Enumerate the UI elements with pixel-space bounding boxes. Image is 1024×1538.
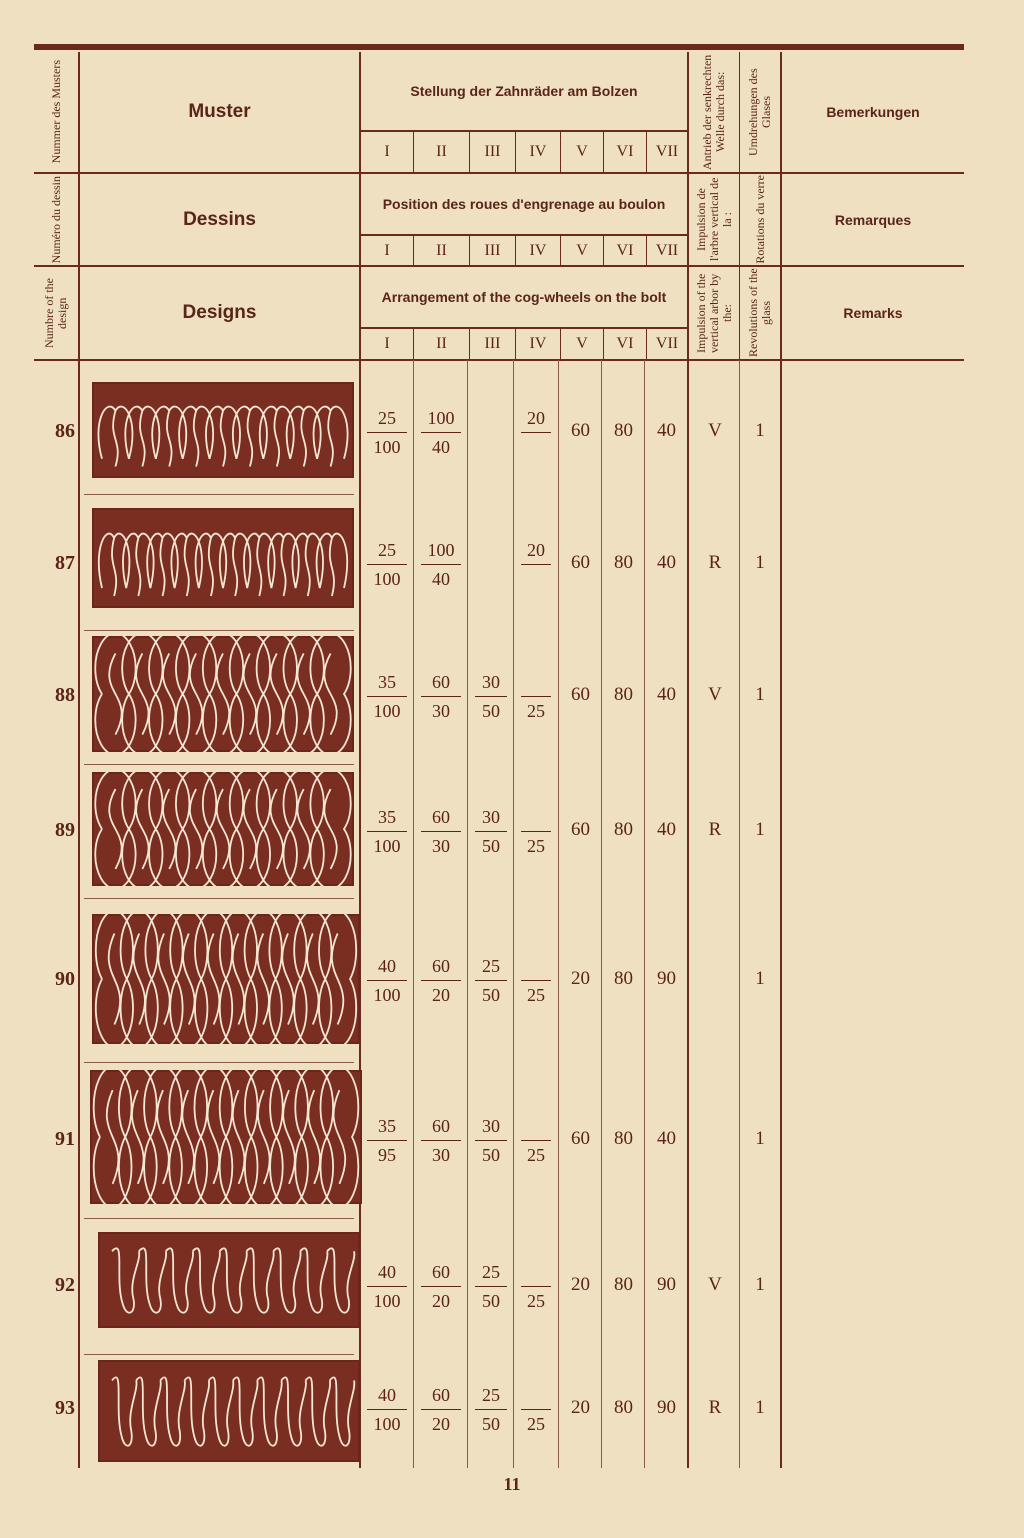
fraction-numerator: 60 [421,1258,461,1287]
header-french [34,174,964,267]
wheel-value-vi: 80 [614,1128,633,1149]
rotation-label-fr: Rotations du verre [752,175,767,264]
fraction-denominator: 50 [482,836,500,856]
impulse-label-fr: Impulsion de l'arbre vertical de la : [693,177,734,262]
wheel-value-v: 60 [571,552,590,573]
guilloche-pattern [92,508,354,608]
rotation-value: 1 [755,1274,765,1295]
wheel-fraction-iv [514,1112,558,1169]
wheel-value-v: 60 [571,684,590,705]
rotation-value: 1 [755,684,765,705]
roman-header-vi: VI [603,236,646,265]
design-swatch [92,382,354,478]
impulse-value: V [708,1274,722,1295]
wheel-value-vi: 80 [614,552,633,573]
fraction-numerator: 60 [421,1112,461,1141]
fraction-denominator: 25 [527,1414,545,1434]
design-number: 91 [55,1128,75,1150]
roman-header-iii: III [469,132,515,172]
wheel-value-vii: 40 [657,420,676,441]
guilloche-pattern [92,772,354,886]
wheel-value-vi: 80 [614,1274,633,1295]
design-swatch [92,772,354,886]
wheel-fraction-ii [414,1258,468,1315]
fraction-numerator: 40 [367,952,407,981]
fraction-numerator: 25 [475,952,507,981]
roman-row-de [361,130,687,172]
wheel-value-vii: 90 [657,1397,676,1418]
fraction-numerator [521,803,551,832]
wheel-value-vi: 80 [614,684,633,705]
fraction-numerator: 25 [475,1258,507,1287]
rotation-label-de: Umdrehungen des Glases [746,68,773,156]
wheel-fraction-i [360,536,414,593]
design-number: 92 [55,1274,75,1296]
wheel-value-vii: 90 [657,1274,676,1295]
fraction-numerator: 30 [475,668,507,697]
impulse-value: R [708,552,722,573]
fraction-denominator: 50 [482,1414,500,1434]
wheel-fraction-iii [468,1112,514,1169]
wheel-fraction-iv [514,668,558,725]
rotation-value: 1 [755,968,765,989]
roman-header-ii: II [413,236,469,265]
wheel-fraction-iii [468,803,514,860]
designs-label-fr: Dessins [183,208,256,230]
rotation-value: 1 [755,1128,765,1149]
roman-header-vii: VII [646,329,687,359]
wheel-value-v: 20 [571,1274,590,1295]
wheel-value-vii: 90 [657,968,676,989]
remarks-label-en: Remarks [843,305,903,321]
wheel-fraction-ii [414,1112,468,1169]
wheel-fraction-ii [414,668,468,725]
fraction-denominator: 50 [482,701,500,721]
design-number: 90 [55,968,75,990]
roman-header-iv: IV [515,132,560,172]
guilloche-pattern [98,1232,360,1328]
row-divider [84,898,354,899]
fraction-denominator: 40 [432,437,450,457]
fraction-denominator: 100 [373,701,401,721]
fraction-numerator: 25 [367,536,407,565]
wheel-value-v: 60 [571,819,590,840]
row-divider [84,1354,354,1355]
fraction-numerator: 60 [421,952,461,981]
design-swatch [92,636,354,752]
fraction-denominator: 50 [482,985,500,1005]
wheel-fraction-iii [468,668,514,725]
fraction-numerator: 35 [367,668,407,697]
fraction-denominator: 100 [373,1414,401,1434]
wheel-fraction-iv [514,404,558,461]
guilloche-pattern [90,1070,362,1204]
wheel-fraction-i [360,1381,414,1438]
fraction-numerator: 30 [475,803,507,832]
roman-row-fr [361,234,687,265]
fraction-denominator [514,565,558,593]
wheel-value-v: 20 [571,968,590,989]
design-swatch [98,1360,360,1462]
fraction-numerator: 60 [421,668,461,697]
fraction-numerator: 35 [367,803,407,832]
fraction-denominator: 25 [527,985,545,1005]
fraction-denominator: 30 [432,701,450,721]
wheel-fraction-ii [414,1381,468,1438]
wheel-value-vii: 40 [657,819,676,840]
fraction-numerator: 25 [475,1381,507,1410]
wheel-fraction-i [360,404,414,461]
roman-header-iv: IV [515,329,560,359]
fraction-numerator [521,952,551,981]
roman-header-ii: II [413,329,469,359]
designs-label-de: Muster [188,101,251,122]
design-number: 89 [55,819,75,841]
fraction-numerator: 40 [367,1258,407,1287]
wheel-value-vi: 80 [614,968,633,989]
rotation-value: 1 [755,1397,765,1418]
roman-header-v: V [560,329,603,359]
wheel-value-v: 60 [571,420,590,441]
roman-header-iii: III [469,329,515,359]
fraction-denominator: 25 [527,701,545,721]
fraction-denominator: 25 [527,836,545,856]
roman-row-en [361,327,687,359]
remarks-label-de: Bemerkungen [826,104,920,120]
impulse-value: V [708,420,722,441]
wheel-value-v: 20 [571,1397,590,1418]
impulse-value: R [708,1397,722,1418]
wheels-title-fr: Position des roues d'engrenage au boulon [382,196,666,212]
design-swatch [92,508,354,608]
fraction-denominator: 95 [378,1145,396,1165]
top-rule [34,44,964,50]
fraction-numerator: 100 [421,536,461,565]
fraction-denominator: 20 [432,1291,450,1311]
fraction-denominator: 50 [482,1145,500,1165]
wheel-fraction-iv [514,803,558,860]
wheels-title-en: Arrangement of the cog-wheels on the bolt [381,289,667,305]
wheel-fraction-iv [514,952,558,1009]
fraction-numerator [521,1381,551,1410]
roman-header-v: V [560,132,603,172]
roman-header-i: I [384,241,390,259]
impulse-value: V [708,684,722,705]
design-swatch [98,1232,360,1328]
wheel-fraction-i [360,1258,414,1315]
roman-header-i: I [384,335,390,352]
roman-header-iii: III [469,236,515,265]
wheel-fraction-iv [514,1381,558,1438]
fraction-numerator: 35 [367,1112,407,1141]
fraction-denominator: 40 [432,569,450,589]
wheel-fraction-ii [414,536,468,593]
fraction-numerator: 25 [367,404,407,433]
roman-header-vii: VII [646,236,687,265]
fraction-numerator: 20 [521,536,551,565]
fraction-denominator: 25 [527,1291,545,1311]
fraction-numerator: 100 [421,404,461,433]
fraction-denominator: 20 [432,985,450,1005]
number-label-fr: Numéro du dessin [48,175,63,264]
wheel-value-vi: 80 [614,420,633,441]
roman-header-ii: II [413,132,469,172]
fraction-numerator [521,668,551,697]
wheel-fraction-i [360,668,414,725]
design-number: 88 [55,684,75,706]
number-label-de: Nummer des Musters [48,60,63,164]
fraction-numerator: 30 [475,1112,507,1141]
guilloche-pattern [92,636,354,752]
header-german [34,52,964,174]
guilloche-pattern [92,382,354,478]
fraction-numerator: 60 [421,803,461,832]
roman-header-vi: VI [603,132,646,172]
fraction-numerator: 40 [367,1381,407,1410]
wheel-fraction-i [360,952,414,1009]
row-divider [84,494,354,495]
remarks-label-fr: Remarques [834,211,912,228]
wheel-fraction-iii [468,1258,514,1315]
impulse-value: R [708,819,722,840]
wheel-fraction-ii [414,803,468,860]
wheel-fraction-iii [468,1381,514,1438]
design-number: 87 [55,552,75,574]
rotation-value: 1 [755,552,765,573]
wheel-value-vii: 40 [657,552,676,573]
page-number: 11 [503,1474,521,1494]
wheel-fraction-iii [468,952,514,1009]
wheels-title-de: Stellung der Zahnräder am Bolzen [410,83,638,99]
fraction-numerator [521,1258,551,1287]
fraction-denominator: 20 [432,1414,450,1434]
fraction-numerator: 20 [521,404,551,433]
fraction-denominator: 25 [527,1145,545,1165]
wheel-value-v: 60 [571,1128,590,1149]
fraction-denominator: 50 [482,1291,500,1311]
fraction-denominator: 100 [373,836,401,856]
wheel-fraction-i [360,803,414,860]
wheel-fraction-iv [514,1258,558,1315]
fraction-denominator: 30 [432,1145,450,1165]
fraction-denominator: 100 [373,569,401,589]
rotation-value: 1 [755,819,765,840]
wheel-fraction-ii [414,404,468,461]
roman-header-v: V [560,236,603,265]
header-english [34,267,964,361]
roman-header-vi: VI [603,329,646,359]
row-divider [84,630,354,631]
wheel-value-vi: 80 [614,1397,633,1418]
roman-header-vii: VII [646,132,687,172]
wheel-value-vii: 40 [657,684,676,705]
design-number: 86 [55,420,75,442]
design-swatch [90,1070,362,1204]
fraction-denominator: 100 [373,985,401,1005]
designs-label-en: Designs [182,302,257,323]
fraction-denominator: 100 [373,1291,401,1311]
row-divider [84,1062,354,1063]
guilloche-pattern [92,914,360,1044]
number-label-en: Numbre of the design [42,278,69,348]
fraction-numerator: 60 [421,1381,461,1410]
wheel-fraction-ii [414,952,468,1009]
fraction-numerator [521,1112,551,1141]
design-swatch [92,914,360,1044]
design-number: 93 [55,1397,75,1419]
rotation-value: 1 [755,420,765,441]
guilloche-pattern [98,1360,360,1462]
rotation-label-en: Revolutions of the glass [746,268,773,358]
wheel-value-vi: 80 [614,819,633,840]
impulse-label-de: Antrieb der senkrechten Welle durch das: [700,54,727,170]
fraction-denominator: 100 [373,437,401,457]
wheel-fraction-i [360,1112,414,1169]
row-divider [84,1218,354,1219]
wheel-fraction-iv [514,536,558,593]
fraction-denominator: 30 [432,836,450,856]
roman-header-iv: IV [515,236,560,265]
impulse-label-en: Impulsion of the vertical arbor by the: [693,273,734,353]
fraction-denominator [514,433,558,461]
wheel-value-vii: 40 [657,1128,676,1149]
roman-header-i: I [384,143,390,160]
row-divider [84,764,354,765]
